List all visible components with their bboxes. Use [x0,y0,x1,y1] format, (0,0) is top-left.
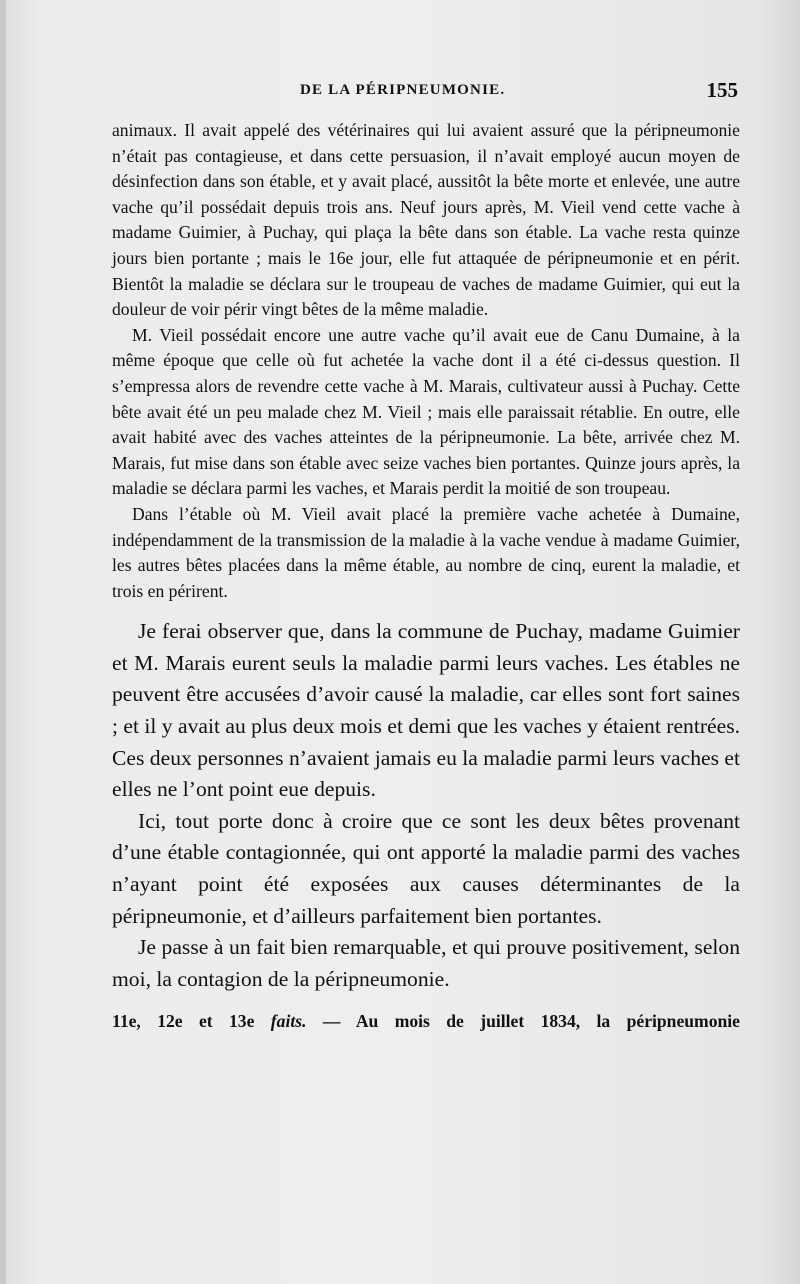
paragraph-observation: Je ferai observer que, dans la commune de Puchay, madame Guimier et M. Marais eurent seuls la maladie parmi leurs vaches. Les étables ne peuvent être accusées d’avoir causé la maladie, car elles sont fort saines ; et il y avait au plus deux mois et demi que les vaches y étaient rentrées. Ces deux personnes n’avaient jamais eu la maladie parmi leurs vaches et elles ne l’ont point eue depuis. [112,619,740,802]
paragraph-vieil-second-cow: M. Vieil possédait encore une autre vache qu’il avait eue de Canu Dumaine, à la même époque que celle où fut achetée la vache dont il a été ci-dessus question. Il s’empressa alors de revendre cette vache à M. Marais, cultivateur aussi à Puchay. Cette bête avait été un peu malade chez M. Vieil ; mais elle paraissait rétablie. En outre, elle avait habité avec des vaches atteintes de la péripneumonie. La bête, arrivée chez M. Marais, fut mise dans son étable avec seize vaches bien portantes. Quinze jours après, la maladie se déclara parmi les vaches, et Marais perdit la moitié de son troupeau. [112,324,740,499]
page-number: 155 [706,78,738,102]
page-edge-shadow [0,0,6,1284]
fact-numbers: 11e, 12e et 13e [112,1011,255,1032]
fact-label: faits. [270,1011,307,1032]
body-text [112,118,740,1034]
fact-heading-line [112,1009,740,1034]
paragraph-transition: Je passe à un fait bien remarquable, et qui prouve positivement, selon moi, la contagion de la péripneumonie. [112,935,740,991]
paragraph-first-stable: Dans l’étable où M. Vieil avait placé la première vache achetée à Dumaine, indépendamment de la transmission de la maladie à la vache vendue à madame Guimier, les autres bêtes placées dans la même étable, au nombre de cinq, eurent la maladie, et trois en périrent. [112,503,740,601]
large-print-section [112,616,740,995]
fact-text: — Au mois de juillet 1834, la péripneumonie [322,1011,740,1032]
paragraph-conclusion: Ici, tout porte donc à croire que ce sont les deux bêtes provenant d’une étable contagionnée, qui ont apporté la maladie parmi des vaches n’ayant point été exposées aux causes déterminantes de la péripneumonie, et d’ailleurs parfaitement bien portantes. [112,808,740,928]
paragraph-animaux: animaux. Il avait appelé des vétérinaires qui lui avaient assuré que la péripneumonie n’était pas contagieuse, et dans cette persuasion, il n’avait employé aucun moyen de désinfection dans son étable, et y avait placé, aussitôt la bête morte et enlevée, une autre vache qu’il possédait depuis trois ans. Neuf jours après, M. Vieil vend cette vache à madame Guimier, à Puchay, qui plaça la bête dans son étable. La vache resta quinze jours bien portante ; mais le 16e jour, elle fut attaquée de péripneumonie et en périt. Bientôt la maladie se déclara sur le troupeau de vaches de madame Guimier, qui eut la douleur de voir périr vingt bêtes de la même maladie. [112,120,740,320]
small-print-section [112,118,740,604]
page-header [112,80,740,106]
running-head: DE LA PÉRIPNEUMONIE. [300,82,506,98]
